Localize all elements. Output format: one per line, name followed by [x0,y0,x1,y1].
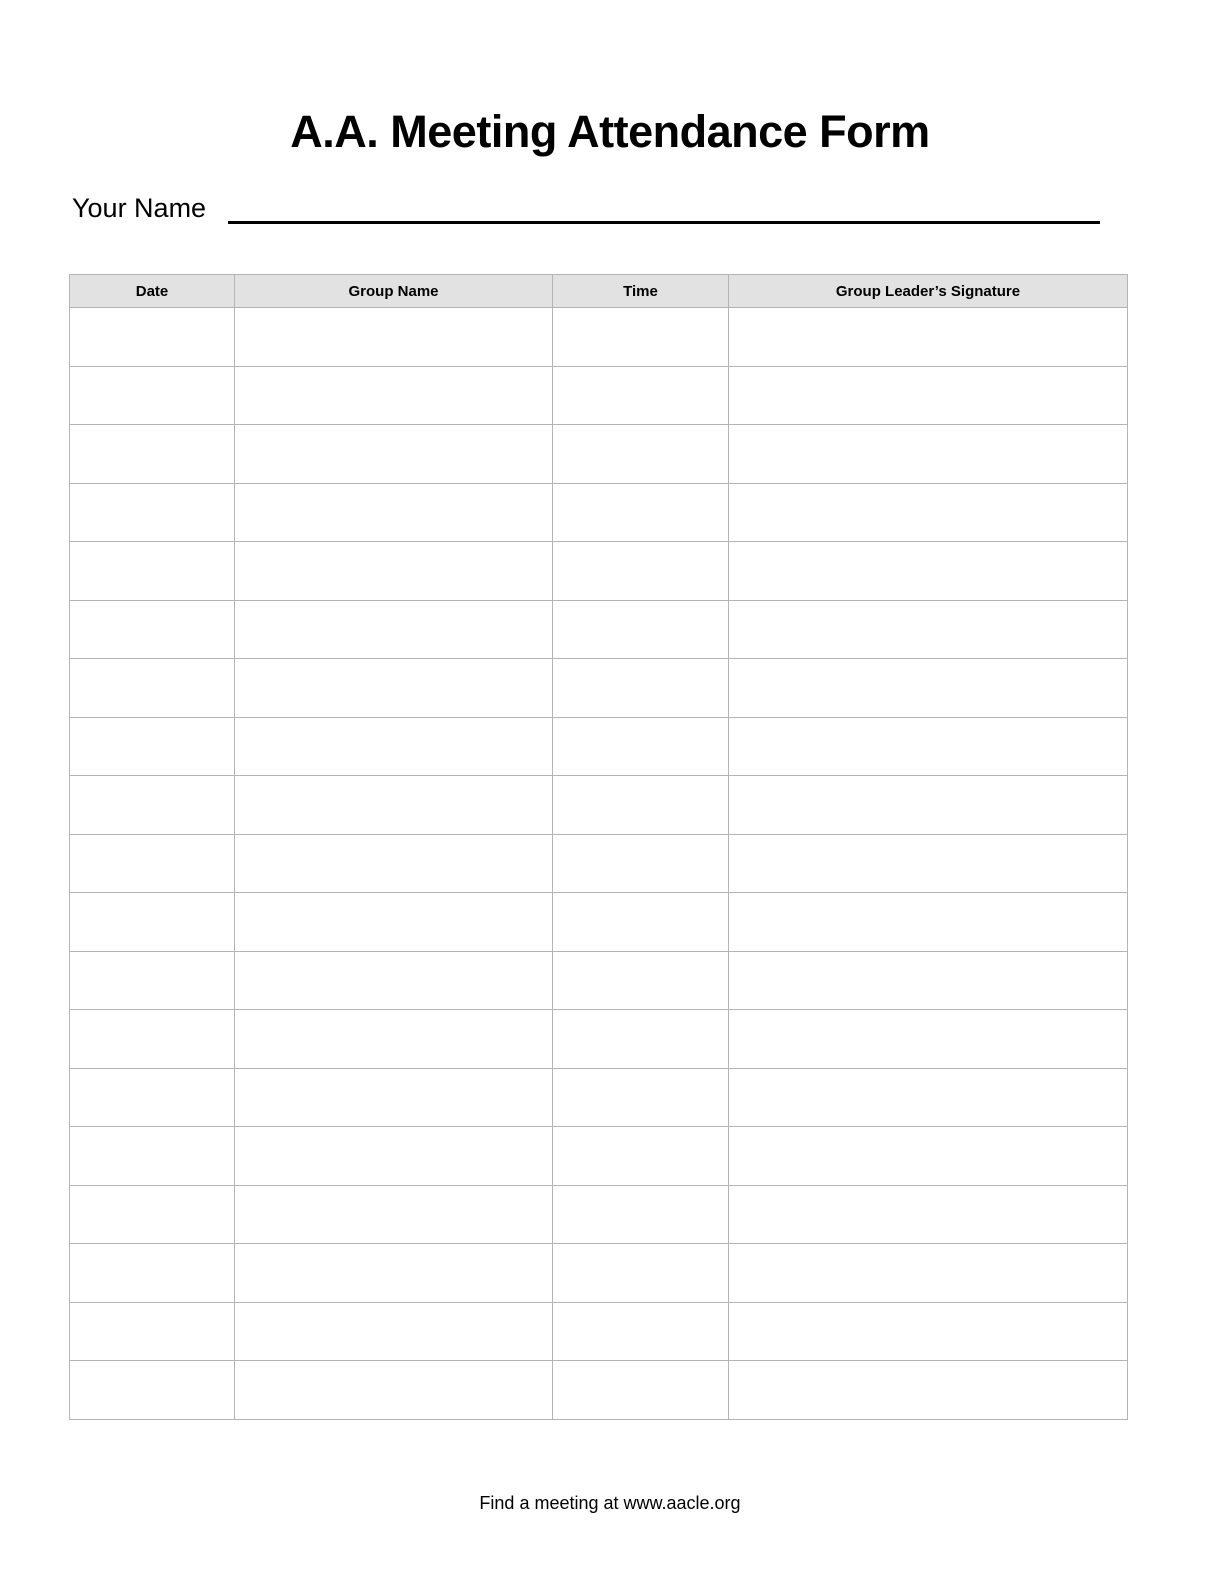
footer-text: Find a meeting at www.aacle.org [479,1493,741,1513]
cell-date[interactable] [70,834,235,893]
table-row [70,951,1128,1010]
cell-time[interactable] [553,776,729,835]
cell-time[interactable] [553,366,729,425]
cell-time[interactable] [553,1361,729,1420]
cell-date[interactable] [70,1244,235,1303]
your-name-label: Your Name [72,193,207,224]
cell-signature[interactable] [729,308,1128,367]
cell-date[interactable] [70,600,235,659]
cell-group-name[interactable] [235,1127,553,1186]
cell-date[interactable] [70,1185,235,1244]
cell-group-name[interactable] [235,1010,553,1069]
column-header-group-name: Group Name [235,275,553,308]
cell-signature[interactable] [729,776,1128,835]
attendance-table-wrap [0,274,1220,1420]
cell-signature[interactable] [729,483,1128,542]
your-name-input-line[interactable] [228,195,1100,224]
cell-time[interactable] [553,1010,729,1069]
table-row [70,1244,1128,1303]
table-row [70,893,1128,952]
cell-signature[interactable] [729,1361,1128,1420]
cell-signature[interactable] [729,893,1128,952]
table-row [70,659,1128,718]
table-row [70,834,1128,893]
cell-date[interactable] [70,366,235,425]
cell-date[interactable] [70,776,235,835]
cell-group-name[interactable] [235,659,553,718]
table-row [70,483,1128,542]
table-row [70,425,1128,484]
cell-group-name[interactable] [235,483,553,542]
cell-group-name[interactable] [235,834,553,893]
cell-date[interactable] [70,1361,235,1420]
cell-time[interactable] [553,1302,729,1361]
table-row [70,1127,1128,1186]
cell-date[interactable] [70,1127,235,1186]
cell-signature[interactable] [729,1185,1128,1244]
cell-group-name[interactable] [235,366,553,425]
cell-date[interactable] [70,893,235,952]
cell-group-name[interactable] [235,951,553,1010]
table-row [70,1185,1128,1244]
cell-signature[interactable] [729,600,1128,659]
table-row [70,542,1128,601]
cell-date[interactable] [70,542,235,601]
cell-date[interactable] [70,717,235,776]
cell-signature[interactable] [729,1010,1128,1069]
table-row [70,1302,1128,1361]
cell-group-name[interactable] [235,1185,553,1244]
table-row [70,1010,1128,1069]
cell-signature[interactable] [729,834,1128,893]
cell-date[interactable] [70,1068,235,1127]
cell-signature[interactable] [729,1302,1128,1361]
cell-group-name[interactable] [235,893,553,952]
cell-date[interactable] [70,951,235,1010]
column-header-date: Date [70,275,235,308]
attendance-table [69,274,1128,1420]
table-header-row [70,275,1128,308]
cell-time[interactable] [553,1127,729,1186]
cell-time[interactable] [553,893,729,952]
cell-time[interactable] [553,1244,729,1303]
table-row [70,776,1128,835]
cell-date[interactable] [70,1010,235,1069]
column-header-signature: Group Leader’s Signature [729,275,1128,308]
cell-group-name[interactable] [235,600,553,659]
cell-signature[interactable] [729,366,1128,425]
cell-date[interactable] [70,425,235,484]
cell-signature[interactable] [729,542,1128,601]
cell-group-name[interactable] [235,308,553,367]
cell-signature[interactable] [729,1127,1128,1186]
cell-group-name[interactable] [235,542,553,601]
cell-group-name[interactable] [235,717,553,776]
table-row [70,717,1128,776]
table-row [70,1361,1128,1420]
cell-time[interactable] [553,659,729,718]
cell-date[interactable] [70,659,235,718]
cell-time[interactable] [553,1068,729,1127]
cell-group-name[interactable] [235,1244,553,1303]
cell-group-name[interactable] [235,1302,553,1361]
table-row [70,308,1128,367]
page-title: A.A. Meeting Attendance Form [290,106,930,157]
cell-time[interactable] [553,425,729,484]
cell-group-name[interactable] [235,425,553,484]
cell-time[interactable] [553,1185,729,1244]
cell-date[interactable] [70,308,235,367]
cell-time[interactable] [553,951,729,1010]
cell-group-name[interactable] [235,1068,553,1127]
table-row [70,1068,1128,1127]
cell-time[interactable] [553,834,729,893]
cell-date[interactable] [70,483,235,542]
cell-time[interactable] [553,717,729,776]
cell-signature[interactable] [729,1244,1128,1303]
cell-date[interactable] [70,1302,235,1361]
cell-signature[interactable] [729,425,1128,484]
cell-time[interactable] [553,600,729,659]
table-row [70,366,1128,425]
column-header-time: Time [553,275,729,308]
table-row [70,600,1128,659]
cell-signature[interactable] [729,951,1128,1010]
cell-group-name[interactable] [235,776,553,835]
cell-signature[interactable] [729,1068,1128,1127]
cell-group-name[interactable] [235,1361,553,1420]
attendance-table-body [70,308,1128,1420]
cell-signature[interactable] [729,717,1128,776]
cell-time[interactable] [553,308,729,367]
your-name-row [0,195,1220,224]
cell-time[interactable] [553,542,729,601]
cell-time[interactable] [553,483,729,542]
cell-signature[interactable] [729,659,1128,718]
